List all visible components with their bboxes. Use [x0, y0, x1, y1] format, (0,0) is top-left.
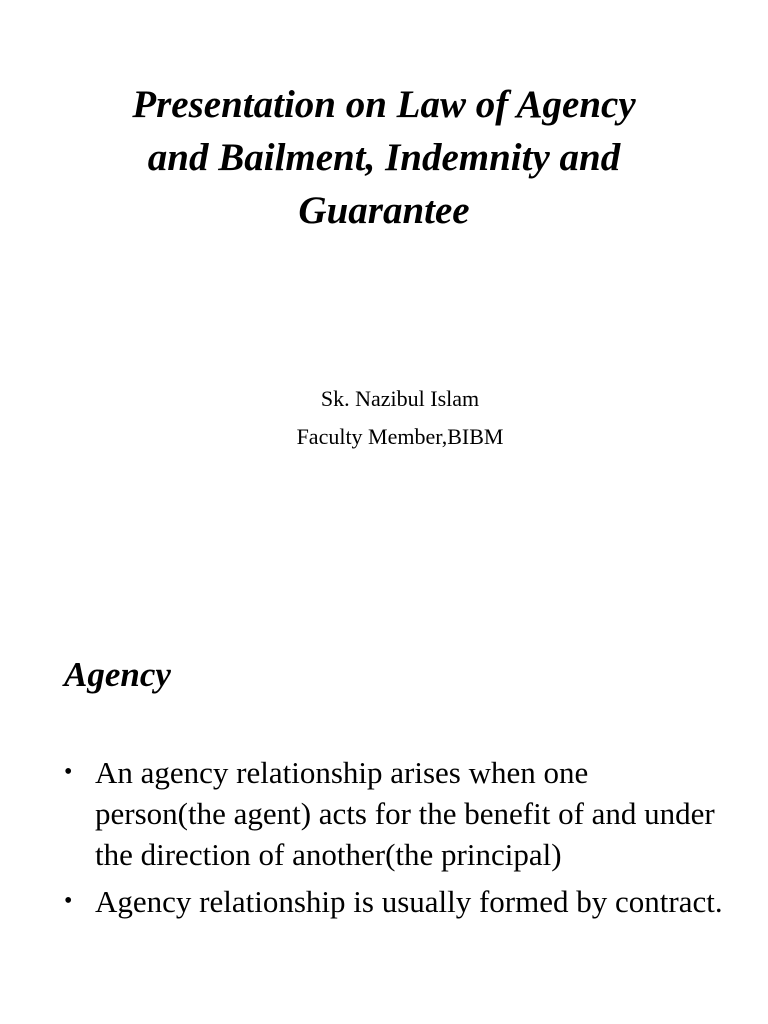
list-item [64, 881, 724, 922]
bullet-text: Agency relationship is usually formed by contract. [95, 884, 723, 919]
presenter-affiliation: Faculty Member,BIBM [296, 424, 504, 449]
presentation-title: Presentation on Law of Agency and Bailment, Indemnity and Guarantee [132, 83, 636, 232]
bullet-list [64, 752, 724, 928]
list-item [64, 752, 724, 875]
bullet-icon: • [64, 888, 73, 914]
presenter-name: Sk. Nazibul Islam [320, 386, 480, 411]
slide-heading: Agency [64, 655, 171, 694]
bullet-icon: • [64, 759, 73, 785]
bullet-text: An agency relationship arises when one person(the agent) acts for the benefit of and under the direction of another(the principal) [95, 755, 715, 872]
slide-agency [0, 512, 768, 1024]
presenter-info [250, 380, 550, 456]
